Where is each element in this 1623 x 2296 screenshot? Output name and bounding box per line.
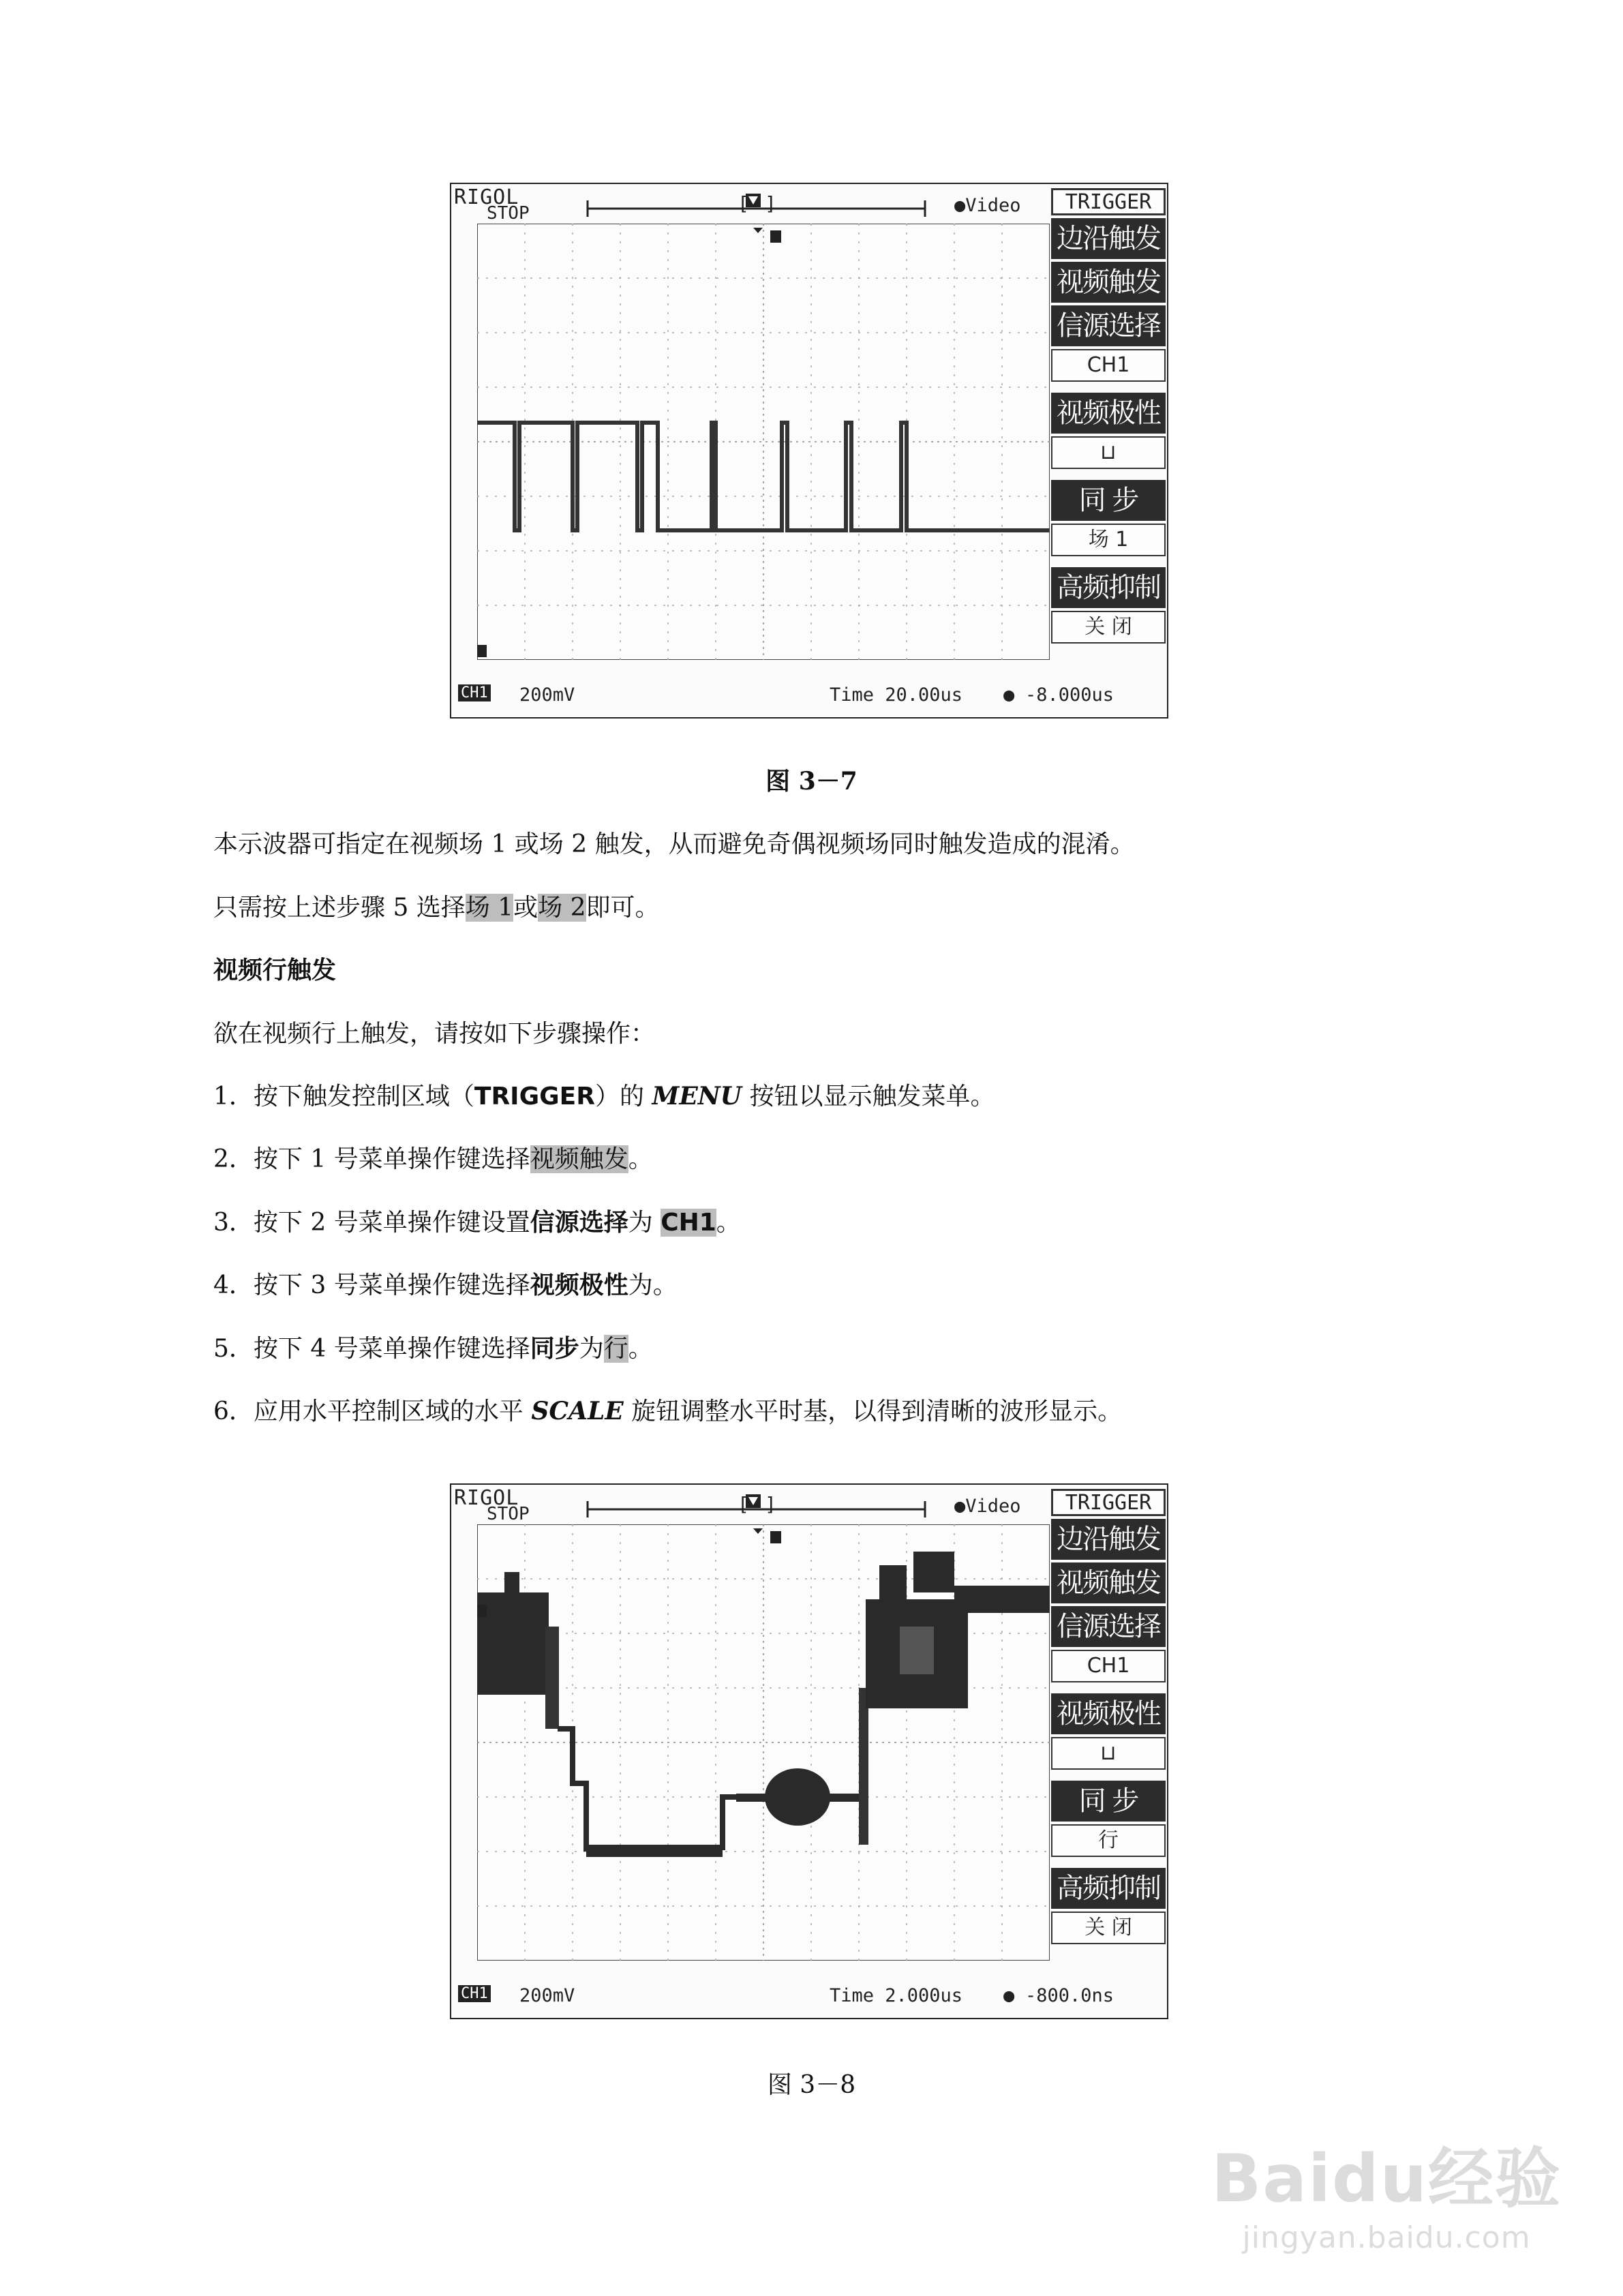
menu-sync-value: 行 [1051,1824,1166,1857]
time-base: Time 2.000us [830,1985,963,2006]
figure-caption-1: 图 3－7 [765,767,858,796]
menu-hf-reject[interactable]: 高频抑制 [1051,1868,1166,1909]
oscilloscope-screenshot-1 [450,183,1168,719]
menu-edge-trigger[interactable]: 边沿触发 [1051,1519,1166,1560]
menu-sync-value: 场 1 [1051,524,1166,556]
brand-logo: RIGOL [454,185,519,209]
menu-video-trigger[interactable]: 视频触发 [1051,1562,1166,1603]
trigger-position-icon: ● [1003,684,1015,706]
menu-video-polarity[interactable]: 视频极性 [1051,393,1166,434]
figure-caption-2: 图 3－8 [767,2071,856,2099]
menu-sync[interactable]: 同 步 [1051,480,1166,521]
menu-polarity-value: ⊔ [1051,1737,1166,1770]
run-status: STOP [487,1504,530,1524]
volts-per-div: 200mV [519,1985,575,2006]
menu-source-select[interactable]: 信源选择 [1051,305,1166,346]
svg-text:[: [ [738,192,749,215]
brand-logo: RIGOL [454,1486,519,1510]
watermark-logo-text: Baidu经验 [1211,2141,1562,2217]
waveform-display [477,224,1050,694]
baidu-watermark [1211,2127,1562,2255]
channel-badge: CH1 [458,1985,491,2002]
trigger-icon: ● [954,195,966,216]
step-4: 4．按下 3 号菜单操作键选择视频极性为。 [213,1271,678,1299]
scope-header [451,184,1051,224]
svg-text:[: [ [738,1493,749,1515]
paragraph-3: 欲在视频行上触发，请按如下步骤操作： [213,1020,656,1048]
menu-source-value: CH1 [1051,349,1166,382]
watermark-url: jingyan.baidu.com [1242,2220,1531,2255]
step-5: 5．按下 4 号菜单操作键选择同步为行。 [213,1335,653,1363]
section-heading: 视频行触发 [213,956,337,984]
time-base: Time 20.00us [830,684,963,706]
menu-polarity-value: ⊔ [1051,436,1166,469]
step-1: 1．按下触发控制区域（TRIGGER）的 MENU 按钮以显示触发菜单。 [213,1082,995,1111]
menu-title: TRIGGER [1051,1489,1166,1516]
paragraph-2: 只需按上述步骤 5 选择场 1或场 2即可。 [213,894,660,922]
menu-source-select[interactable]: 信源选择 [1051,1606,1166,1647]
run-status: STOP [487,203,530,224]
menu-edge-trigger[interactable]: 边沿触发 [1051,218,1166,259]
menu-source-value: CH1 [1051,1650,1166,1682]
trigger-icon: ● [954,1496,966,1517]
trigger-offset: -800.0ns [1025,1985,1114,2006]
trigger-offset: -8.000us [1025,684,1114,706]
menu-title: TRIGGER [1051,188,1166,215]
step-2: 2．按下 1 号菜单操作键选择视频触发。 [213,1145,653,1173]
menu-hf-reject-value: 关 闭 [1051,611,1166,644]
oscilloscope-screenshot-2 [450,1483,1168,2019]
scope-status-bar [451,682,1114,708]
menu-hf-reject-value: 关 闭 [1051,1912,1166,1944]
waveform-display [477,1524,1050,1995]
step-3: 3．按下 2 号菜单操作键设置信源选择为 CH1。 [213,1209,741,1237]
step-6: 6．应用水平控制区域的水平 SCALE 旋钮调整水平时基，以得到清晰的波形显示。 [213,1397,1123,1425]
svg-text:]: ] [765,1493,776,1515]
menu-sync[interactable]: 同 步 [1051,1781,1166,1822]
menu-video-trigger[interactable]: 视频触发 [1051,262,1166,303]
menu-video-polarity[interactable]: 视频极性 [1051,1693,1166,1734]
menu-hf-reject[interactable]: 高频抑制 [1051,567,1166,608]
trigger-mode-label: ●Video [954,195,1021,216]
svg-text:]: ] [765,192,776,215]
trigger-position-icon: ● [1003,1985,1015,2006]
volts-per-div: 200mV [519,684,575,706]
scope-header [451,1485,1051,1524]
paragraph-1: 本示波器可指定在视频场 1 或场 2 触发，从而避免奇偶视频场同时触发造成的混淆。 [213,830,1135,858]
channel-badge: CH1 [458,684,491,701]
scope-status-bar [451,1982,1114,2008]
trigger-mode-label: ●Video [954,1496,1021,1517]
